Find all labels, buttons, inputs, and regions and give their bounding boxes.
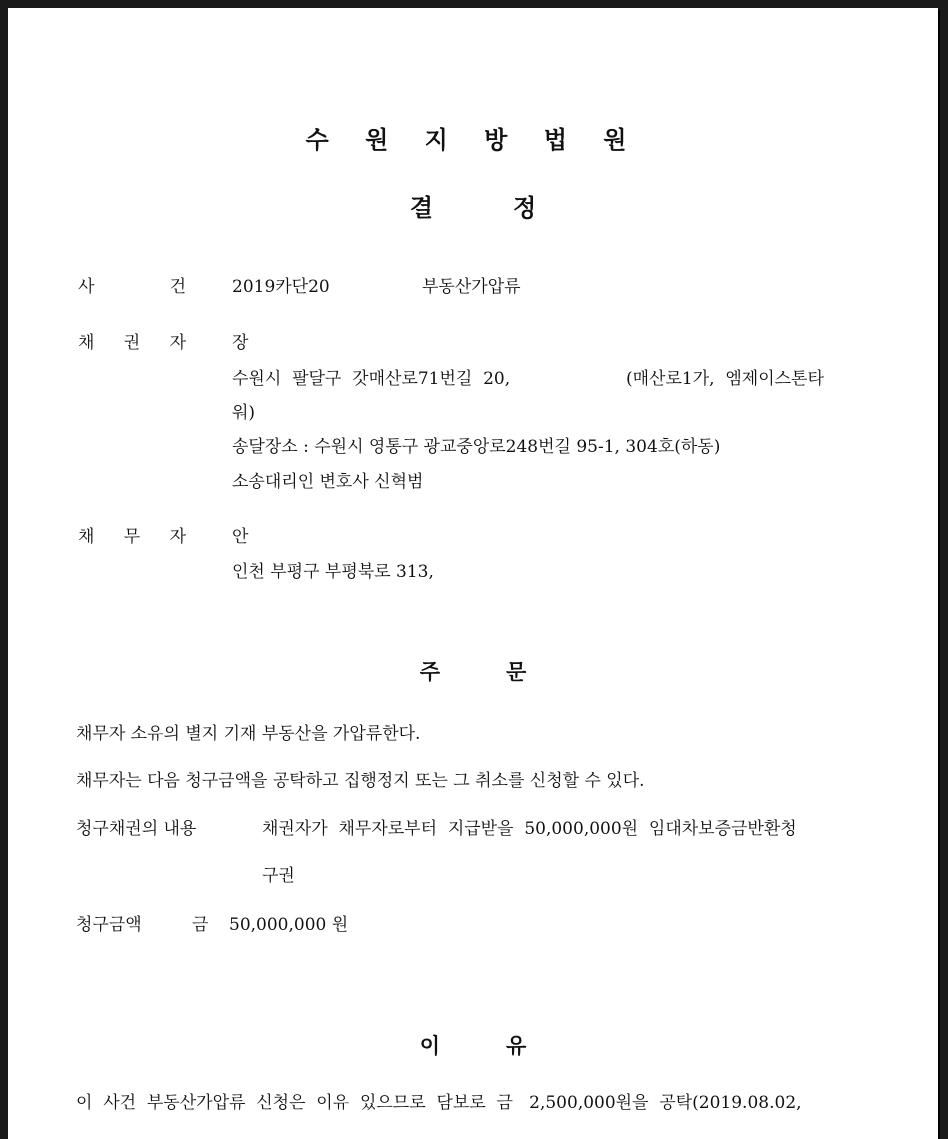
amount-label: 청구금액 (76, 915, 142, 935)
debtor-label (78, 522, 186, 547)
document-page (8, 8, 938, 1139)
debtor-label-char: 자 (169, 527, 186, 547)
debtor-address: 인천 부평구 부평북로 313, (232, 562, 434, 582)
claim-text: 채권자가 채무자로부터 지급받을 50,000,000원 임대차보증금반환청 (262, 819, 797, 839)
claim-label: 청구채권의 내용 (76, 819, 197, 839)
creditor-service-address: 송달장소 : 수원시 영통구 광교중앙로248번길 95-1, 304호(하동) (232, 437, 721, 457)
court-name: 수 원 지 방 법 원 (305, 126, 641, 154)
amount-prefix: 금 (192, 915, 209, 935)
order-line-2: 채무자는 다음 청구금액을 공탁하고 집행정지 또는 그 취소를 신청할 수 있다. (76, 771, 645, 791)
debtor-name: 안 (232, 527, 249, 547)
reason-heading: 이유 (419, 1034, 593, 1058)
debtor-label-char: 무 (123, 527, 141, 547)
case-label (78, 272, 186, 297)
creditor-label-char: 자 (169, 333, 186, 353)
case-number: 2019카단20 (232, 277, 330, 297)
case-label-char: 건 (169, 277, 186, 297)
amount-value: 50,000,000 원 (229, 915, 349, 935)
creditor-label-char: 채 (78, 333, 95, 353)
debtor-label-char: 채 (78, 527, 95, 547)
case-label-char: 사 (78, 277, 95, 297)
case-name: 부동산가압류 (422, 277, 521, 297)
creditor-attorney: 소송대리인 변호사 신혁범 (232, 472, 424, 492)
creditor-label-char: 권 (123, 333, 141, 353)
creditor-address-line1b: (매산로1가, 엠제이스톤타 (626, 369, 824, 389)
creditor-address-line1: 수원시 팔달구 갓매산로71번길 20, (232, 369, 511, 389)
reason-line-1: 이 사건 부동산가압류 신청은 이유 있으므로 담보로 금 2,500,000원을 공탁(2019.08.02, (76, 1093, 802, 1113)
order-heading: 주문 (419, 660, 593, 684)
order-line-1: 채무자 소유의 별지 기재 부동산을 가압류한다. (76, 724, 421, 744)
creditor-address-line2: 워) (232, 403, 256, 423)
creditor-label (78, 328, 186, 353)
claim-text-continued: 구권 (262, 866, 295, 886)
document-type: 결정 (409, 194, 617, 222)
creditor-name: 장 (232, 333, 249, 353)
